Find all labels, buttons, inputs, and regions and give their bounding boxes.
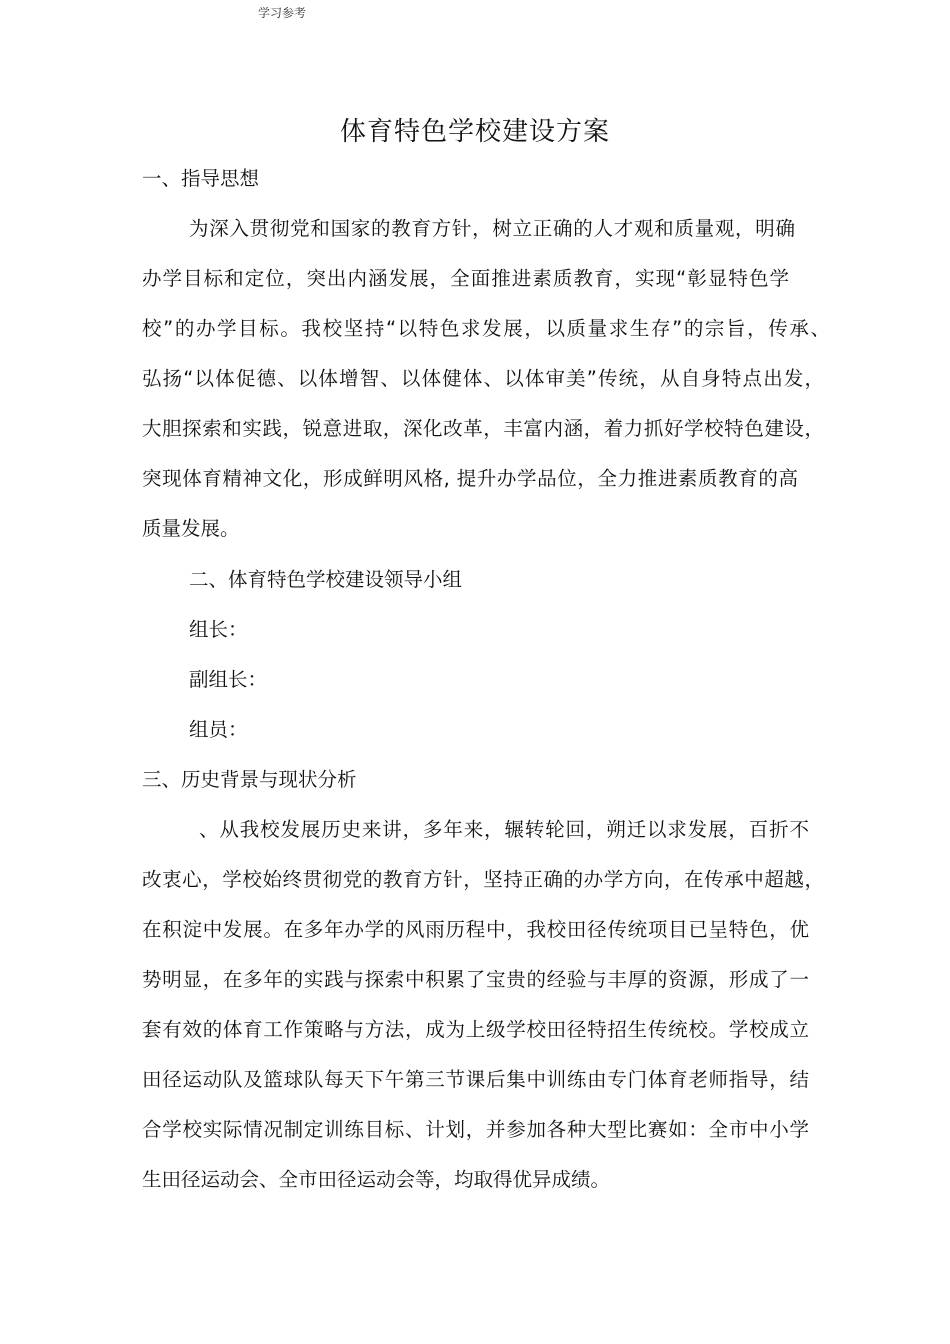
section-2-heading: 二、体育特色学校建设领导小组 (189, 568, 463, 591)
section-3-line-5: 套有效的体育工作策略与方法，成为上级学校田径特招生传统校。学校成立 (142, 1018, 809, 1041)
section-1-line-7: 质量发展。 (142, 517, 240, 540)
section-3-line-6: 田径运动队及篮球队每天下午第三节课后集中训练由专门体育老师指导，结 (142, 1068, 809, 1091)
document-title: 体育特色学校建设方案 (339, 117, 610, 147)
section-3-heading: 三、历史背景与现状分析 (142, 768, 357, 791)
section-3-line-1: 、从我校发展历史来讲，多年来，辗转轮回，朔迁以求发展，百折不 (199, 818, 809, 841)
section-1-line-4: 弘扬“以体促德、以体增智、以体健体、以体审美”传统，从自身特点出发， (142, 367, 824, 390)
section-1-line-1: 为深入贯彻党和国家的教育方针，树立正确的人才观和质量观，明确 (189, 217, 795, 240)
leader-label: 组长： (189, 618, 248, 641)
section-1-line-3: 校”的办学目标。我校坚持“以特色求发展，以质量求生存”的宗旨，传承、 (142, 317, 830, 340)
deputy-leader-label: 副组长： (189, 668, 268, 691)
section-1-line-2: 办学目标和定位，突出内涵发展，全面推进素质教育，实现“彰显特色学 (142, 267, 789, 290)
section-3-line-8: 生田径运动会、全市田径运动会等，均取得优异成绩。 (142, 1168, 611, 1191)
members-label: 组员： (189, 718, 248, 741)
section-3-line-7: 合学校实际情况制定训练目标、计划，并参加各种大型比赛如：全市中小学 (142, 1118, 809, 1141)
section-1-heading: 一、指导思想 (142, 167, 260, 190)
section-1-line-6: 突现体育精神文化，形成鲜明风格, 提升办学品位，全力推进素质教育的高 (142, 467, 798, 490)
section-3-line-3: 在积淀中发展。在多年办学的风雨历程中，我校田径传统项目已呈特色，优 (142, 918, 809, 941)
header-note: 学习参考 (258, 6, 307, 20)
section-3-line-4: 势明显，在多年的实践与探索中积累了宝贵的经验与丰厚的资源，形成了一 (142, 968, 809, 991)
section-1-line-5: 大胆探索和实践，锐意进取，深化改革，丰富内涵，着力抓好学校特色建设， (142, 417, 824, 440)
section-3-line-2: 改衷心，学校始终贯彻党的教育方针，坚持正确的办学方向，在传承中超越， (142, 868, 824, 891)
